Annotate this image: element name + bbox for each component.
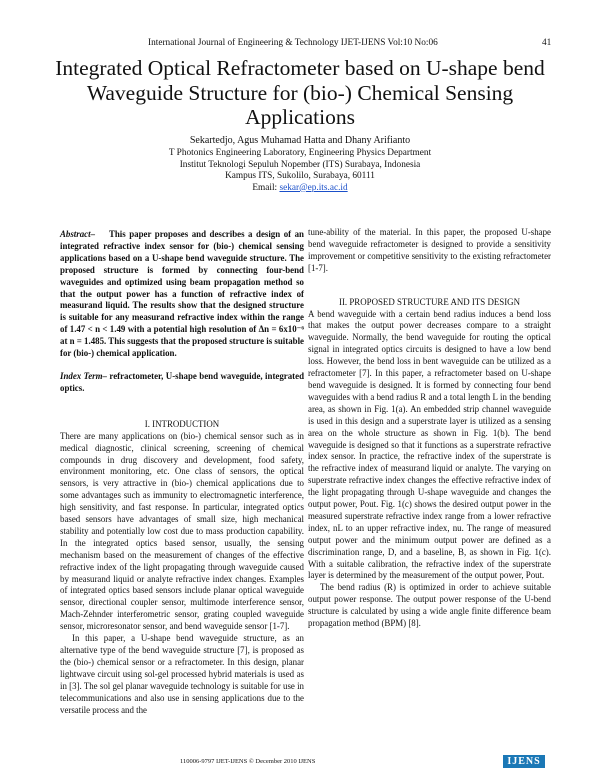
email-label: Email: <box>252 182 280 193</box>
page-footer <box>0 755 600 775</box>
section-heading-proposed-structure: II. PROPOSED STRUCTURE AND ITS DESIGN <box>339 296 520 307</box>
paper-title: Integrated Optical Refractometer based on U-shape bend Waveguide Structure for (bio-) Chemical Sensing Applications <box>55 56 545 129</box>
affiliation-line-1: T Photonics Engineering Laboratory, Engineering Physics Department <box>168 148 432 158</box>
index-terms <box>60 371 304 395</box>
abstract-text: This paper proposes and describes a design of an integrated refractive index sensor for (bio-) chemical sensing applications based on a U-shape bend waveguide structure. The proposed structure is formed by connecting four-bend waveguides and optimized using beam propagation method so that the output power has a function of refractive index of measurand liquid. The results show that the designed structure is suitable for any measurand refractive index within the range of 1.47 < n < 1.49 with a potential high resolution of Δn = 6x10⁻⁶ at n = 1.485. This suggests that the proposed structure is suitable for (bio-) chemical application. <box>60 229 304 359</box>
footer-copyright: 110006-9797 IJET-IJENS © December 2010 IJENS <box>180 758 316 765</box>
intro-paragraph-2: In this paper, a U-shape bend waveguide structure, as an alternative type of the bend waveguide structure [7], is proposed as the (bio-) chemical sensor or a refractometer. In this design, planar lightwave circuit using sol-gel processed hybrid materials is used as in [3]. The sol gel planar waveguide technology is suitable for use in telecommunications and also use in sensing applications due to the versatile process and the <box>60 633 304 715</box>
running-header <box>0 38 600 52</box>
author-names: Sekartedjo, Agus Muhamad Hatta and Dhany Arifianto <box>189 135 411 146</box>
right-column <box>308 227 551 630</box>
index-terms-text: refractometer, U-shape bend waveguide, integrated optics. <box>60 370 305 393</box>
index-terms-label: Index Term– <box>60 370 107 381</box>
journal-name: International Journal of Engineering & Technology IJET-IJENS Vol:10 No:06 <box>148 38 438 48</box>
page-number: 41 <box>542 38 552 48</box>
abstract-label: Abstract– <box>60 229 96 239</box>
ijens-logo: IJENS <box>503 755 545 768</box>
author-block <box>60 134 540 194</box>
left-column <box>60 229 304 716</box>
email-link[interactable]: sekar@ep.its.ac.id <box>279 182 348 193</box>
abstract <box>60 229 304 360</box>
affiliation-line-2: Institut Teknologi Sepuluh Nopember (ITS) Surabaya, Indonesia <box>179 159 421 170</box>
intro-paragraph-3: tune-ability of the material. In this paper, the proposed U-shape bend waveguide refractometer is designed to provide a sensitivity improvement or competitive sensitivity to the existing refractometer [1-7]. <box>308 227 551 273</box>
intro-paragraph-1: There are many applications on (bio-) chemical sensor such as in medical diagnostic, clinical screening, screening of chemical compounds in drug discovery and development, food safety, environment monitoring, etc. One class of sensors, the optical sensors, is very attractive in (bio-) chemical applications due to some advantages such as immunity to electromagnetic interference, high sensitivity, and fast response. In particular, integrated optics based sensors have advantages of small size, high mechanical stability and potentially low cost due to mass production capability. In the integrated optics based sensor, usually, the sensing mechanism based on the measurement of changes of the effective refractive index of the light propagating through waveguide caused by measurand liquid or analyte refractive index changes. Examples of integrated optics based sensors include planar optical waveguide sensor, directional coupler sensor, multimode interference sensor, Mach-Zehnder interferometric sensor, grating coupled waveguide sensor, microresonator sensor, and bend waveguide sensor [1-7]. <box>60 430 304 632</box>
structure-paragraph-2: The bend radius (R) is optimized in order to achieve suitable output power response. The output power response of the U-bend structure is calculated by using a wide angle finite difference beam propagation method (BPM) [8]. <box>308 582 551 629</box>
structure-paragraph-1: A bend waveguide with a certain bend radius induces a bend loss that makes the output power decreases compare to a straight waveguide. Normally, the bend waveguide for routing the optical signal in integrated optics circuits is designed to have a low bend loss. However, the bend loss in bent waveguide can be utilized as a refractometer [7]. In this paper, a refractometer based on U-shape bend waveguide is designed. It is formed by connecting four bend waveguides with a bend radius R and a total length L in the bending area, as shown in Fig. 1(a). An embedded strip channel waveguide is used in this design and a superstrate layer is utilized as a sensing area on the whole structure as shown in Fig. 1(b). The bend waveguide is designed so that it functions as a superstrate refractive index sensor. In practice, the refractive index of the superstrate is the refractive index of measurand liquid or analyte. The varying on superstrate refractive index changes the effective refractive index of the light propagating through U-shape waveguide and changes the output power, Pout. Fig. 1(c) shows the desired output power in the measured superstrate refractive index range from a lower refractive index, nL to an upper refractive index, nu. The range of measured output power and the minimum output power are defined as a discrimination range, D, and a baseline, B, as shown in Fig. 1(c). With a suitable calibration, the refractive index of the superstrate layer is determined by the measurement of the output power, Pout. <box>308 308 551 581</box>
section-heading-introduction: I. INTRODUCTION <box>144 418 220 429</box>
address-line: Kampus ITS, Sukolilo, Surabaya, 60111 <box>225 171 375 182</box>
email-line <box>60 183 540 195</box>
